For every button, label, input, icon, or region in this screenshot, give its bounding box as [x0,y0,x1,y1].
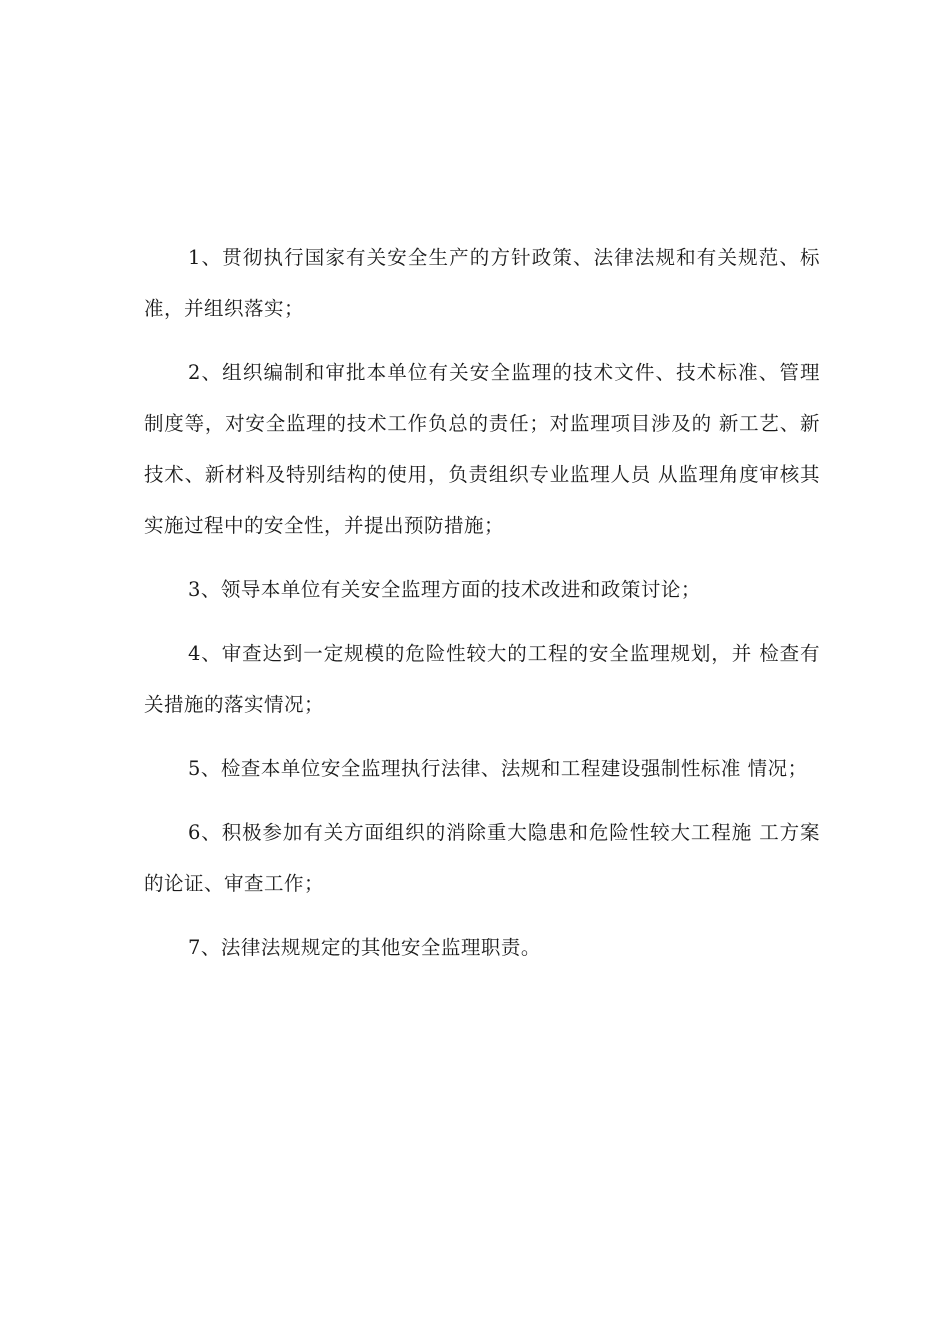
paragraph-3: 3、领导本单位有关安全监理方面的技术改进和政策讨论； [188,578,701,601]
paragraph-2: 2、组织编制和审批本单位有关安全监理的技术文件、技术标准、管理制度等，对安全监理的技术工作负总的责任；对监理项目涉及的 新工艺、新技术、新材料及特别结构的使用，负责组织专业监理人员 从监理角度审核其实施过程中的安全性，并提出预防措施； [144,361,820,537]
paragraph-1: 1、贯彻执行国家有关安全生产的方针政策、法律法规和有关规范、标准，并组织落实； [144,246,820,320]
paragraph-7: 7、法律法规规定的其他安全监理职责。 [188,936,541,959]
paragraph-6: 6、积极参加有关方面组织的消除重大隐患和危险性较大工程施 工方案的论证、审查工作； [144,821,820,895]
paragraph-5: 5、检查本单位安全监理执行法律、法规和工程建设强制性标准 情况； [188,757,808,780]
document-body [144,232,820,986]
paragraph-4: 4、审查达到一定规模的危险性较大的工程的安全监理规划，并 检查有关措施的落实情况； [144,642,820,716]
